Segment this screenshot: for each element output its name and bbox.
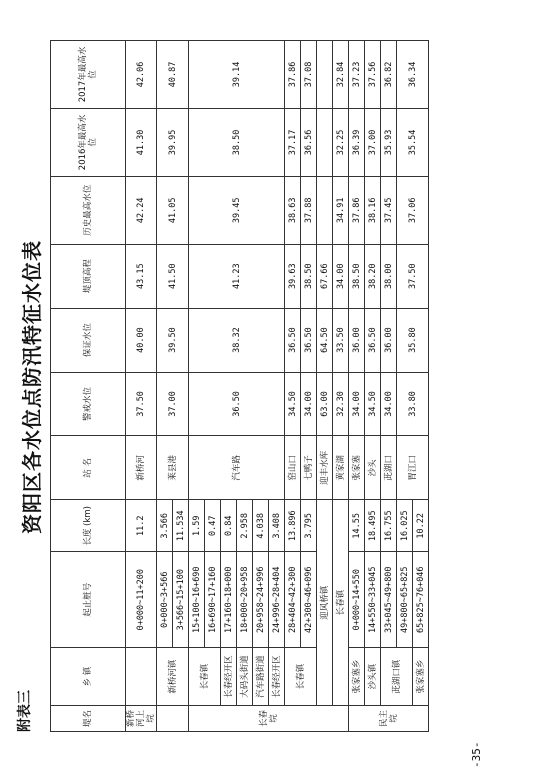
header-crest: 堤顶高程 bbox=[51, 244, 126, 308]
appendix-label: 附表三 bbox=[17, 690, 33, 732]
cell-chainage: 28+404~42+300 bbox=[285, 552, 301, 648]
cell-chainage: 65+825~76+046 bbox=[413, 552, 429, 648]
cell-hist: 37.86 bbox=[349, 176, 365, 244]
header-town: 乡 镇 bbox=[51, 648, 126, 706]
cell-station: 七鸭子 bbox=[301, 436, 317, 500]
cell-station: 张家塞 bbox=[349, 436, 365, 500]
cell-2016: 35.54 bbox=[397, 108, 429, 176]
cell-2016: 32.25 bbox=[333, 108, 349, 176]
cell-2016 bbox=[317, 108, 333, 176]
cell-2017: 37.86 bbox=[285, 41, 301, 109]
cell-station: 窑山口 bbox=[285, 436, 301, 500]
cell-guarantee: 36.50 bbox=[365, 308, 381, 372]
cell-station: 沙头 bbox=[365, 436, 381, 500]
cell-warning: 34.00 bbox=[301, 372, 317, 436]
cell-warning: 34.50 bbox=[365, 372, 381, 436]
header-hist-max: 历史最高水位 bbox=[51, 176, 126, 244]
cell-2017 bbox=[317, 41, 333, 109]
cell-warning: 63.00 bbox=[317, 372, 333, 436]
cell-2017: 39.14 bbox=[189, 41, 285, 109]
cell-warning: 34.50 bbox=[285, 372, 301, 436]
cell-length: 0.84 bbox=[221, 500, 237, 552]
cell-crest: 34.00 bbox=[333, 244, 349, 308]
page-title: 资阳区各水位点防汛特征水位表 bbox=[20, 240, 44, 534]
cell-hist: 37.06 bbox=[397, 176, 429, 244]
cell-length: 11.534 bbox=[173, 500, 189, 552]
cell-crest: 41.50 bbox=[157, 244, 189, 308]
cell-length: 16.025 bbox=[397, 500, 413, 552]
cell-chainage: 0+000~11+200 bbox=[126, 552, 157, 648]
cell-guarantee: 36.50 bbox=[301, 308, 317, 372]
cell-hist: 34.91 bbox=[333, 176, 349, 244]
cell-2017: 40.87 bbox=[157, 41, 189, 109]
cell-hist: 38.63 bbox=[285, 176, 301, 244]
table-row bbox=[317, 41, 333, 732]
cell-chainage: 3+566~15+100 bbox=[173, 552, 189, 648]
cell-2016: 41.30 bbox=[126, 108, 157, 176]
cell-chainage: 20+958~24+996 bbox=[253, 552, 269, 648]
cell-chainage: 24+996~28+404 bbox=[269, 552, 285, 648]
header-2016-max: 2016年最高水位 bbox=[51, 108, 126, 176]
cell-town-span: 长春镇 bbox=[333, 500, 349, 706]
table-row bbox=[397, 41, 413, 732]
cell-hist bbox=[317, 176, 333, 244]
header-warning: 警戒水位 bbox=[51, 372, 126, 436]
cell-length: 4.038 bbox=[253, 500, 269, 552]
cell-crest: 38.20 bbox=[365, 244, 381, 308]
cell-town: 长春镇 bbox=[189, 648, 221, 706]
cell-warning: 34.00 bbox=[349, 372, 365, 436]
cell-guarantee: 40.00 bbox=[126, 308, 157, 372]
cell-2017: 37.23 bbox=[349, 41, 365, 109]
cell-chainage: 18+000~20+958 bbox=[237, 552, 253, 648]
cell-hist: 41.05 bbox=[157, 176, 189, 244]
cell-2016: 39.95 bbox=[157, 108, 189, 176]
cell-hist: 37.45 bbox=[381, 176, 397, 244]
cell-station: 黄家湖 bbox=[333, 436, 349, 500]
cell-2016: 37.17 bbox=[285, 108, 301, 176]
cell-station: 新桥河 bbox=[126, 436, 157, 500]
cell-length: 18.495 bbox=[365, 500, 381, 552]
cell-hist: 39.45 bbox=[189, 176, 285, 244]
header-length: 长度 (km) bbox=[51, 500, 126, 552]
header-station: 站 名 bbox=[51, 436, 126, 500]
table-row bbox=[381, 41, 397, 732]
cell-hist: 37.88 bbox=[301, 176, 317, 244]
cell-length: 3.408 bbox=[269, 500, 285, 552]
table-row bbox=[301, 41, 317, 732]
cell-station: 茈湖口 bbox=[381, 436, 397, 500]
cell-2017: 37.08 bbox=[301, 41, 317, 109]
cell-length: 10.22 bbox=[413, 500, 429, 552]
cell-town: 张家塞乡 bbox=[413, 648, 429, 706]
header-guarantee: 保证水位 bbox=[51, 308, 126, 372]
header-dike: 堤名 bbox=[51, 706, 126, 732]
page-number: -35- bbox=[470, 741, 483, 768]
cell-guarantee: 36.00 bbox=[381, 308, 397, 372]
table-row bbox=[365, 41, 381, 732]
cell-chainage: 0+000~3+566 bbox=[157, 552, 173, 648]
header-2017-max: 2017年最高水位 bbox=[51, 41, 126, 109]
cell-crest: 67.66 bbox=[317, 244, 333, 308]
cell-warning: 34.00 bbox=[381, 372, 397, 436]
cell-dike: 民主垸 bbox=[349, 706, 429, 732]
cell-town: 长春经开区 bbox=[269, 648, 285, 706]
cell-guarantee: 64.50 bbox=[317, 308, 333, 372]
cell-2017: 42.06 bbox=[126, 41, 157, 109]
cell-guarantee: 38.32 bbox=[189, 308, 285, 372]
cell-length: 11.2 bbox=[126, 500, 157, 552]
header-chainage: 起止桩号 bbox=[51, 552, 126, 648]
cell-length: 16.755 bbox=[381, 500, 397, 552]
cell-chainage: 14+550~33+045 bbox=[365, 552, 381, 648]
cell-town-span: 迎风桥镇 bbox=[317, 500, 333, 706]
cell-guarantee: 36.00 bbox=[349, 308, 365, 372]
cell-crest: 41.23 bbox=[189, 244, 285, 308]
cell-town: 张家塞乡 bbox=[349, 648, 365, 706]
cell-guarantee: 35.80 bbox=[397, 308, 429, 372]
cell-chainage: 42+300~46+096 bbox=[301, 552, 317, 648]
cell-chainage: 33+045~49+800 bbox=[381, 552, 397, 648]
cell-crest: 39.63 bbox=[285, 244, 301, 308]
cell-chainage: 15+100~16+690 bbox=[189, 552, 205, 648]
cell-length: 14.55 bbox=[349, 500, 365, 552]
cell-chainage: 17+160~18+000 bbox=[221, 552, 237, 648]
cell-2017: 36.34 bbox=[397, 41, 429, 109]
cell-length: 13.896 bbox=[285, 500, 301, 552]
cell-2016: 37.00 bbox=[365, 108, 381, 176]
cell-length: 0.47 bbox=[205, 500, 221, 552]
cell-length: 3.566 bbox=[157, 500, 173, 552]
cell-length: 3.795 bbox=[301, 500, 317, 552]
cell-guarantee: 33.50 bbox=[333, 308, 349, 372]
cell-2016: 35.93 bbox=[381, 108, 397, 176]
cell-dike bbox=[157, 706, 189, 732]
cell-chainage: 0+000~14+550 bbox=[349, 552, 365, 648]
table-row bbox=[157, 41, 173, 732]
table-row bbox=[333, 41, 349, 732]
cell-warning: 33.80 bbox=[397, 372, 429, 436]
cell-town bbox=[126, 648, 157, 706]
cell-length: 1.59 bbox=[189, 500, 205, 552]
cell-station: 迎丰水库 bbox=[317, 436, 333, 500]
cell-2017: 37.56 bbox=[365, 41, 381, 109]
cell-station: 汽车路 bbox=[189, 436, 285, 500]
cell-warning: 32.30 bbox=[333, 372, 349, 436]
cell-hist: 42.24 bbox=[126, 176, 157, 244]
cell-2017: 32.84 bbox=[333, 41, 349, 109]
cell-crest: 38.00 bbox=[381, 244, 397, 308]
cell-crest: 38.50 bbox=[301, 244, 317, 308]
cell-hist: 38.16 bbox=[365, 176, 381, 244]
cell-station: 胃江口 bbox=[397, 436, 429, 500]
cell-dike: 新桥河上垸 bbox=[126, 706, 157, 732]
cell-crest: 43.15 bbox=[126, 244, 157, 308]
cell-town: 大码头街道 bbox=[237, 648, 253, 706]
cell-town: 汽车路街道 bbox=[253, 648, 269, 706]
cell-length: 2.958 bbox=[237, 500, 253, 552]
cell-crest: 37.50 bbox=[397, 244, 429, 308]
cell-crest: 38.50 bbox=[349, 244, 365, 308]
cell-dike: 长春垸 bbox=[189, 706, 349, 732]
water-level-table bbox=[50, 40, 429, 732]
cell-guarantee: 36.50 bbox=[285, 308, 301, 372]
cell-warning: 36.50 bbox=[189, 372, 285, 436]
cell-town: 长春镇 bbox=[285, 648, 317, 706]
cell-town: 新桥河镇 bbox=[157, 648, 189, 706]
table-header-row bbox=[51, 41, 126, 732]
cell-warning: 37.50 bbox=[126, 372, 157, 436]
table-row bbox=[349, 41, 365, 732]
cell-town: 长春经开区 bbox=[221, 648, 237, 706]
cell-town: 沙头镇 bbox=[365, 648, 381, 706]
cell-chainage: 49+800~65+825 bbox=[397, 552, 413, 648]
cell-guarantee: 39.50 bbox=[157, 308, 189, 372]
table-row bbox=[189, 41, 205, 732]
cell-2016: 36.56 bbox=[301, 108, 317, 176]
cell-2016: 36.39 bbox=[349, 108, 365, 176]
cell-chainage: 16+690~17+160 bbox=[205, 552, 221, 648]
table-row bbox=[126, 41, 157, 732]
cell-2017: 36.82 bbox=[381, 41, 397, 109]
cell-station: 莱县港 bbox=[157, 436, 189, 500]
cell-town: 茈湖口镇 bbox=[381, 648, 413, 706]
table-row bbox=[285, 41, 301, 732]
cell-warning: 37.00 bbox=[157, 372, 189, 436]
cell-2016: 38.50 bbox=[189, 108, 285, 176]
